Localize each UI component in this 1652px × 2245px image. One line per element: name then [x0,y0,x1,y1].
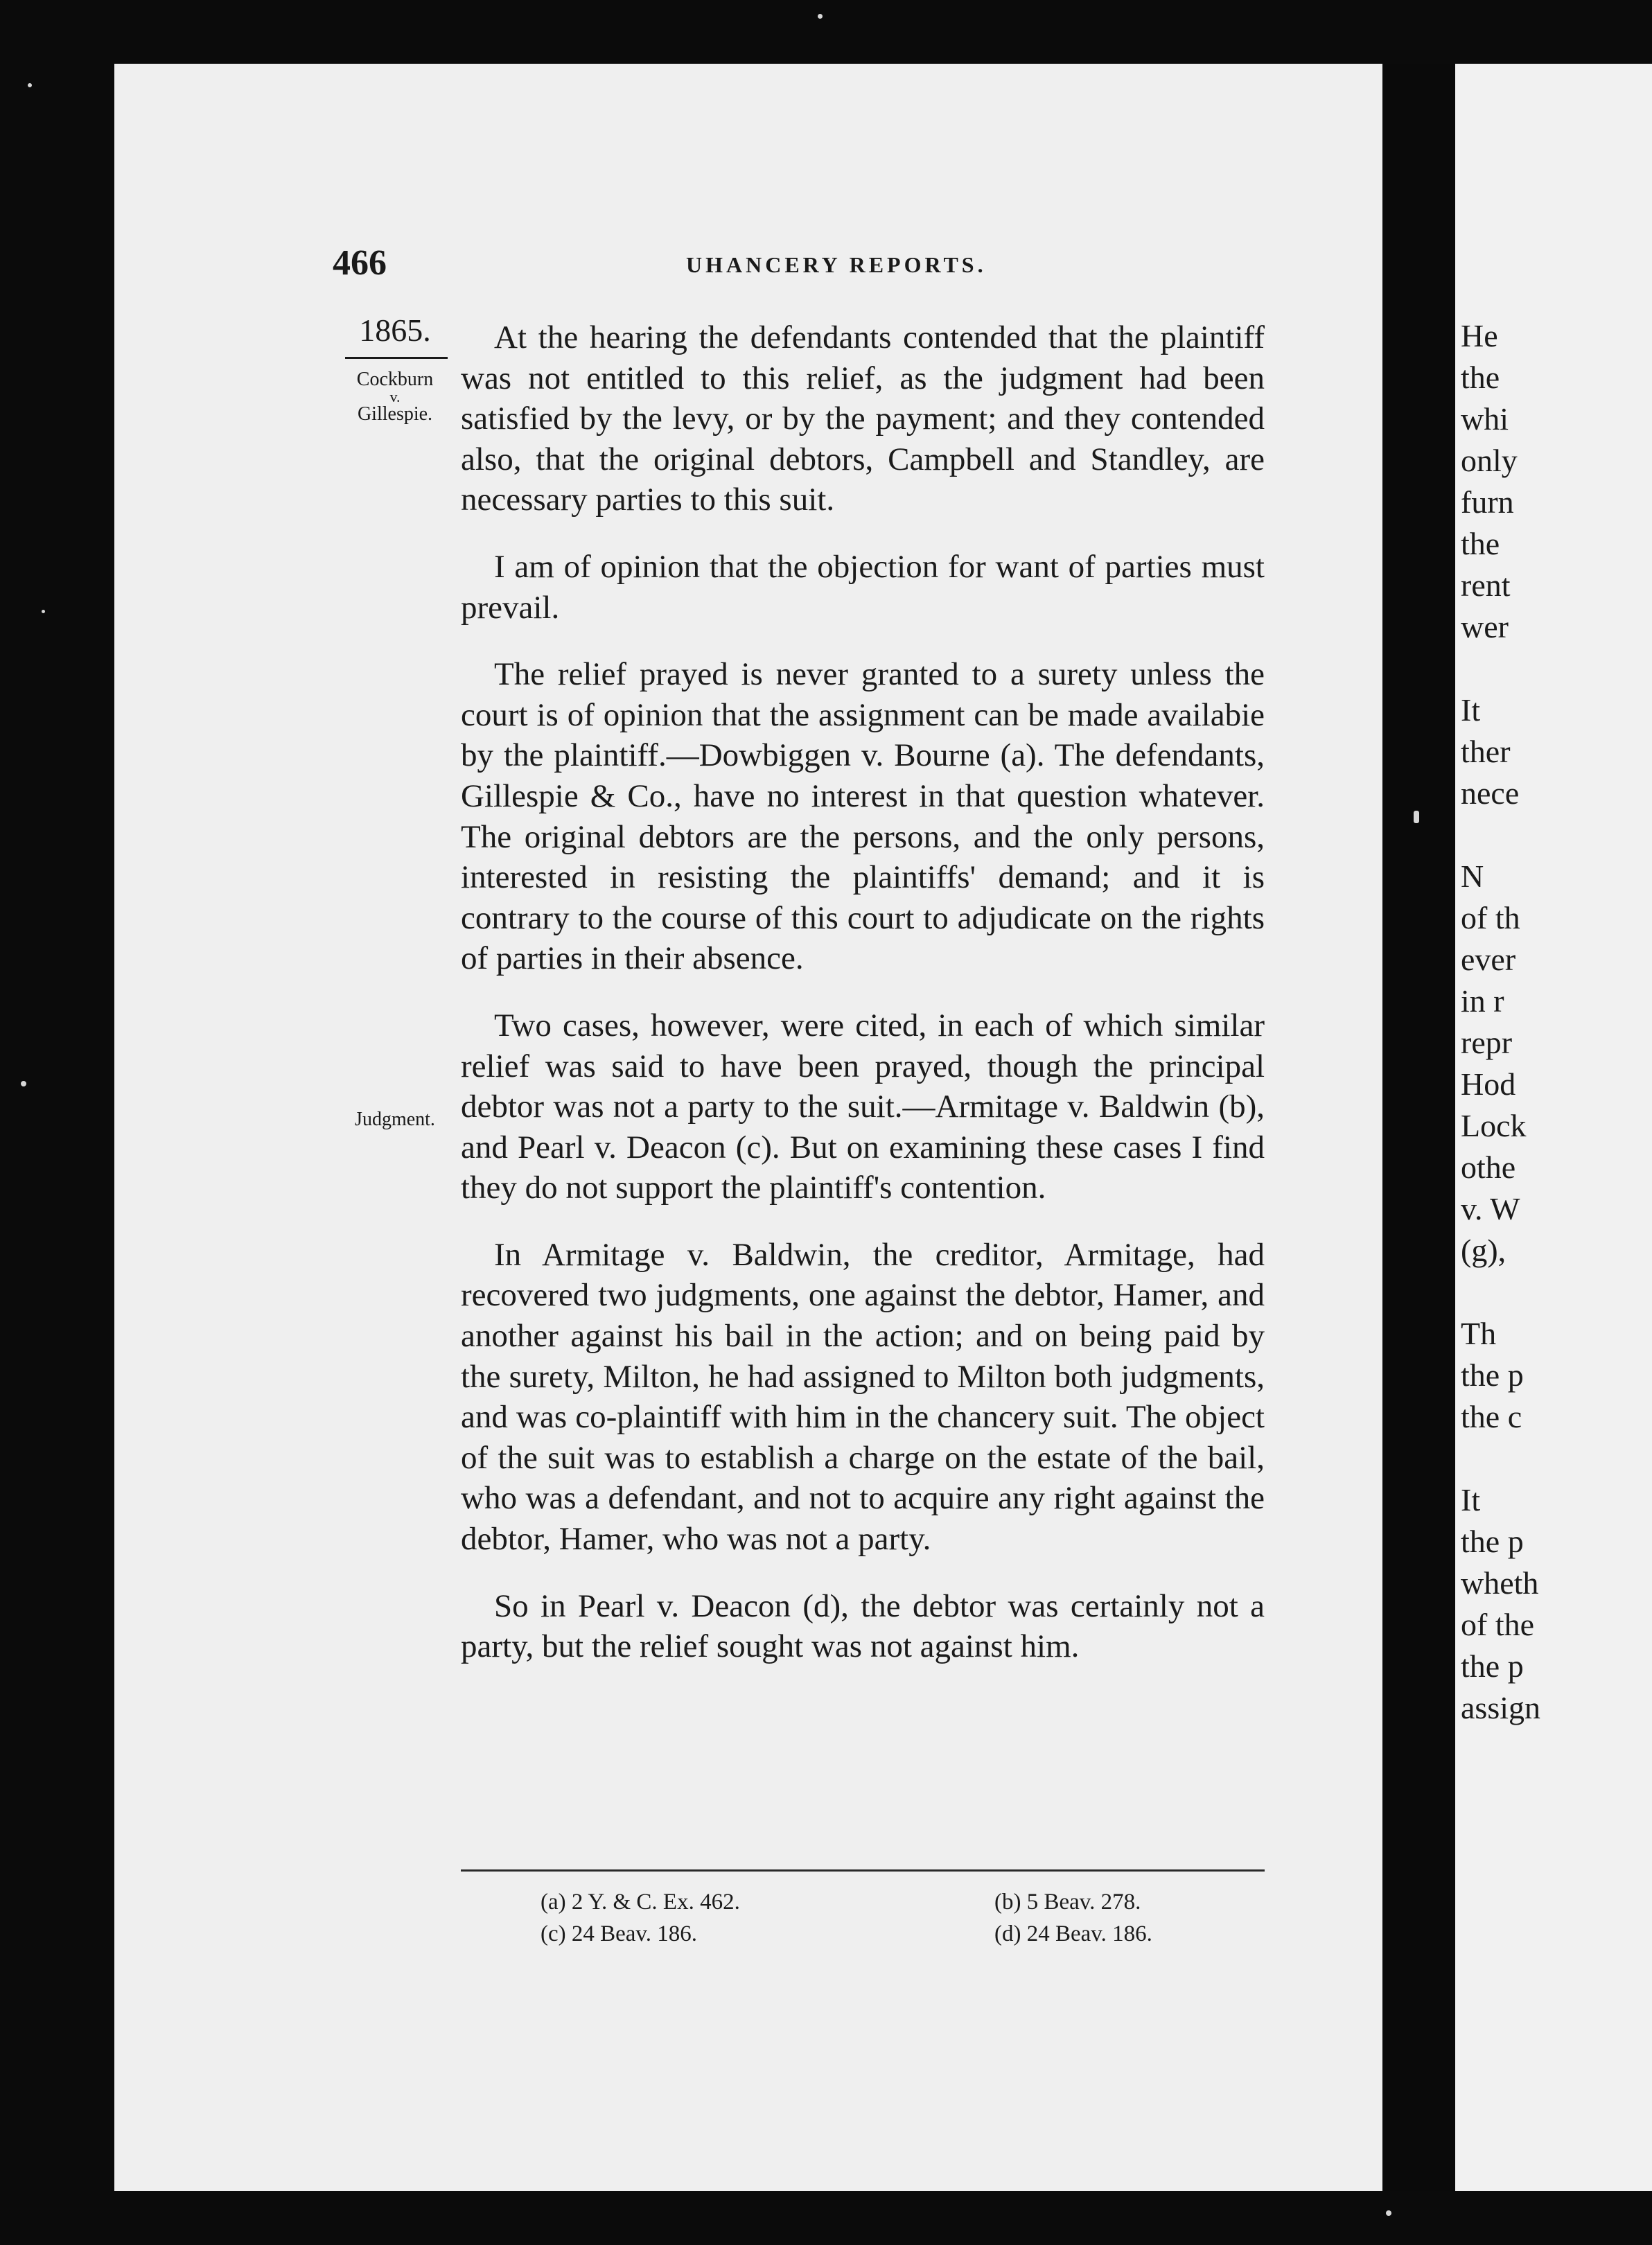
case-name-v: v. [389,388,401,405]
scan-speck [1386,2210,1391,2216]
paragraph-1: At the hearing the defendants contended that the plaintiff was not entitled to this relief, as the judgment had been satisfied by the levy, or by the payment; and they contended also, that the original debtors, Campbell and Standley, are necessary parties to this suit. [461,319,1265,518]
facing-page-fragments: He the whi only furn the rent wer It ther nece N of th ever in r repr Hod Lock othe v. W (g), Th the p the c It the p wheth of the the p assign [1461,318,1540,1725]
paragraph-6: So in Pearl v. Deacon (d), the debtor was certainly not a party, but the relief sought was not against him. [461,1587,1265,1665]
scan-speck [1414,811,1419,823]
footnote-d: (d) 24 Beav. 186. [994,1921,1152,1946]
paragraph-2: I am of opinion that the objection for want of parties must prevail. [461,548,1265,626]
paragraph-3: The relief prayed is never granted to a surety unless the court is of opinion that the assignment can be made availabie by the plaintiff.—Dowbiggen v. Bourne (a). The defendants, Gillespie & Co., have no interest in that question whatever. The original debtors are the persons, and the only persons, interested in resisting the plaintiffs' demand; and it is contrary to the course of this court to adjudicate on the rights of parties in their absence. [461,656,1265,977]
margin-case-names [340,369,450,425]
footnote-rule [461,1869,1265,1872]
book-gutter [1382,64,1455,2191]
case-name-bottom: Gillespie. [357,403,433,425]
paragraph-5: In Armitage v. Baldwin, the creditor, Armitage, had recovered two judgments, one against the debtor, Hamer, and another against his bail in the action; and on being paid by the surety, Milton, he had assigned to Milton both judgments, and was co-plaintiff with him in the chancery suit. The object of the suit was to establish a charge on the estate of the bail, who was a defendant, and not to acquire any right against the debtor, Hamer, who was not a party. [461,1236,1265,1558]
scan-speck [28,83,32,87]
scan-speck [42,610,45,613]
body-text [461,317,1265,1693]
scan-speck [21,1081,26,1086]
paragraph-4: Two cases, however, were cited, in each of which similar relief was said to have been prayed, though the principal debtor was not a party to the suit.—Armitage v. Baldwin (b), and Pearl v. Deacon (c). But on examining these cases I find they do not support the plaintiff's contention. [461,1007,1265,1206]
margin-judgment-label: Judgment. [355,1109,435,1130]
page-number: 466 [333,243,387,283]
scan-speck [818,14,823,19]
case-name-top: Cockburn [356,369,434,390]
footnote-c: (c) 24 Beav. 186. [541,1921,698,1946]
footnote-a: (a) 2 Y. & C. Ex. 462. [541,1890,740,1914]
year-rule [345,357,448,359]
running-title: UHANCERY REPORTS. [686,252,987,277]
margin-year: 1865. [359,312,431,348]
footnote-b: (b) 5 Beav. 278. [994,1890,1141,1914]
